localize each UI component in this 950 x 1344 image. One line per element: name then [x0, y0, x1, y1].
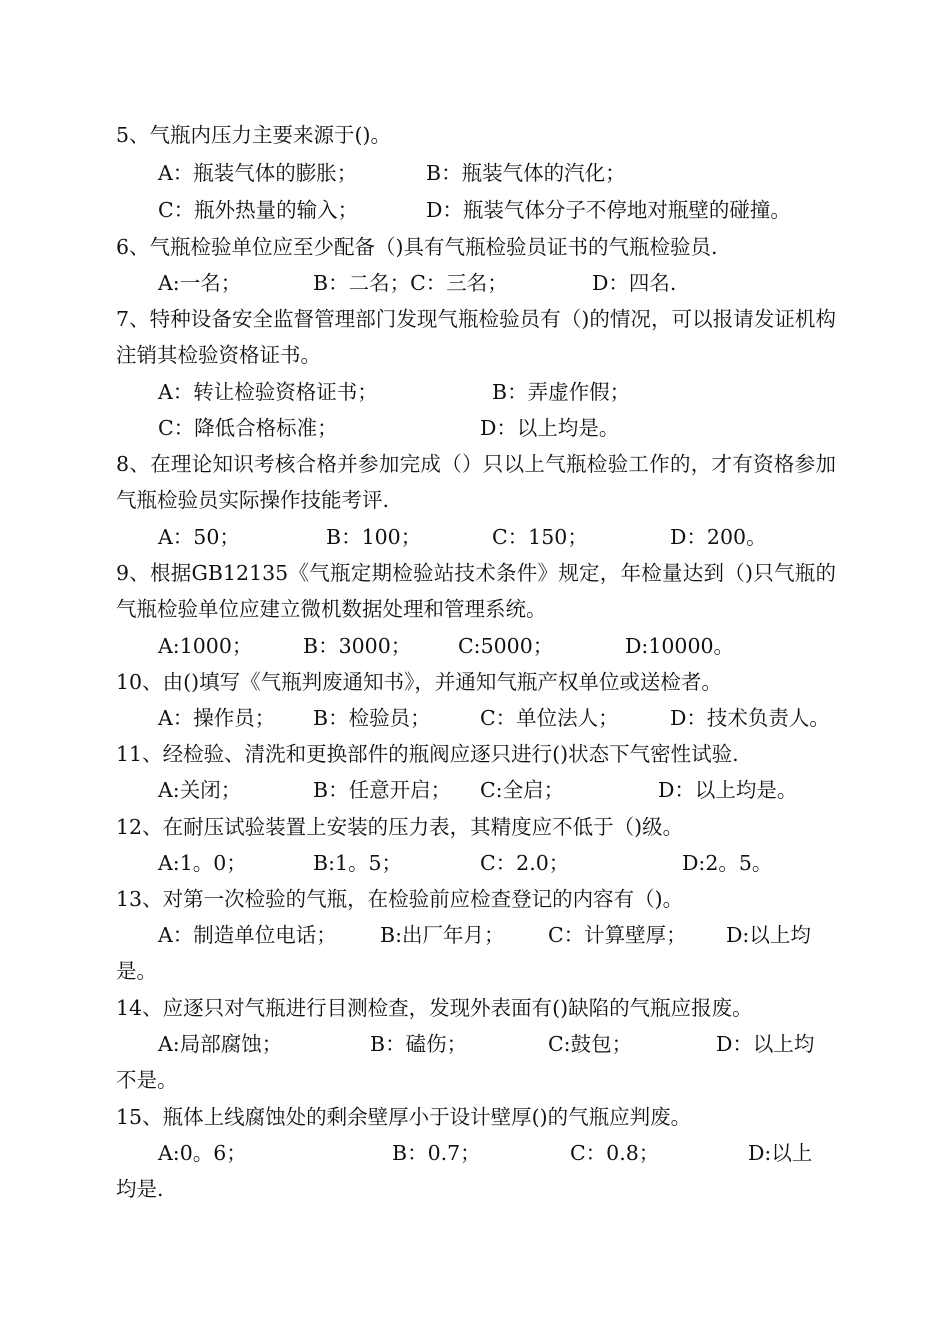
option-a: A:1。0； [158, 851, 247, 875]
question-13 [116, 881, 836, 917]
option-d: D：以上均是。 [480, 416, 620, 440]
question-5 [116, 117, 836, 153]
option-a: A：瓶装气体的膨胀； [158, 161, 358, 185]
option-a: A:关闭； [158, 778, 242, 802]
option-b: B：弄虚作假； [492, 380, 631, 404]
question-stem: 11、经检验、清洗和更换部件的瓶阀应逐只进行()状态下气密性试验. [116, 742, 739, 766]
option-c: C：单位法人； [480, 706, 619, 730]
option-d: D：以上均 [716, 1032, 815, 1056]
option-a: A：制造单位电话； [158, 923, 337, 947]
option-c: C：瓶外热量的输入； [158, 198, 359, 222]
question-15 [116, 1099, 836, 1135]
question-8 [116, 446, 836, 518]
question-11 [116, 736, 836, 772]
options-row [158, 1135, 848, 1171]
options-row [158, 155, 848, 191]
options-row [158, 374, 848, 410]
option-d: D：四名. [592, 271, 677, 295]
option-d: D:10000。 [625, 634, 735, 658]
options-row [158, 772, 848, 808]
option-c: C：0.8； [570, 1141, 660, 1165]
question-stem: 15、瓶体上线腐蚀处的剩余壁厚小于设计壁厚()的气瓶应判废。 [116, 1105, 692, 1129]
options-row [158, 519, 848, 555]
options-row [158, 845, 848, 881]
question-stem: 6、气瓶检验单位应至少配备（)具有气瓶检验员证书的气瓶检验员. [116, 235, 718, 259]
option-c: C:全启； [480, 778, 565, 802]
question-stem: 5、气瓶内压力主要来源于()。 [116, 123, 392, 147]
option-c: C：降低合格标准； [158, 416, 338, 440]
option-continuation: 是。 [116, 959, 157, 983]
options-row [158, 700, 848, 736]
option-continuation: 均是. [116, 1177, 164, 1201]
option-c: C：150； [492, 525, 588, 549]
question-stem: 12、在耐压试验装置上安装的压力表，其精度应不低于（)级。 [116, 815, 684, 839]
option-b: B：检验员； [313, 706, 431, 730]
option-continuation: 不是。 [116, 1068, 178, 1092]
option-c: C:5000； [458, 634, 554, 658]
option-d: D:以上均 [726, 923, 811, 947]
question-12 [116, 809, 836, 845]
option-c: C:鼓包； [548, 1032, 633, 1056]
question-stem: 7、特种设备安全监督管理部门发现气瓶检验员有（)的情况，可以报请发证机构注销其检验资格证书。 [116, 307, 836, 367]
option-b: B：3000； [303, 634, 412, 658]
options-row [158, 628, 848, 664]
option-bc: B：二名；C：三名； [313, 271, 508, 295]
question-7 [116, 301, 836, 373]
question-14 [116, 990, 836, 1026]
question-6 [116, 229, 836, 265]
option-b: B：磕伤； [370, 1032, 468, 1056]
question-stem: 10、由()填写《气瓶判废通知书》，并通知气瓶产权单位或送检者。 [116, 670, 722, 694]
option-d: D:2。5。 [682, 851, 773, 875]
question-stem: 14、应逐只对气瓶进行目测检查，发现外表面有()缺陷的气瓶应报废。 [116, 996, 753, 1020]
option-b: B：任意开启； [313, 778, 452, 802]
option-a: A：操作员； [158, 706, 276, 730]
option-a: A:1000； [158, 634, 253, 658]
option-a: A：50； [158, 525, 240, 549]
option-b: B：瓶装气体的汽化； [426, 161, 626, 185]
question-stem: 9、根据GB12135《气瓶定期检验站技术条件》规定，年检量达到（)只气瓶的气瓶检验单位应建立微机数据处理和管理系统。 [116, 561, 836, 621]
options-row [158, 917, 848, 953]
option-b: B:出厂年月； [380, 923, 505, 947]
option-a: A:0。6； [158, 1141, 247, 1165]
option-d: D：以上均是。 [658, 778, 798, 802]
option-d: D:以上 [748, 1141, 813, 1165]
option-b: B：0.7； [392, 1141, 481, 1165]
option-d: D：瓶装气体分子不停地对瓶壁的碰撞。 [426, 198, 791, 222]
options-row [158, 192, 848, 228]
options-row [158, 1026, 848, 1062]
question-9 [116, 555, 836, 627]
option-c: C：2.0； [480, 851, 570, 875]
option-c: C：计算壁厚； [548, 923, 687, 947]
option-a: A:一名； [158, 271, 242, 295]
question-10 [116, 664, 836, 700]
options-row [158, 265, 848, 301]
option-b: B:1。5； [313, 851, 403, 875]
option-a: A:局部腐蚀； [158, 1032, 283, 1056]
option-a: A：转让检验资格证书； [158, 380, 378, 404]
question-stem: 8、在理论知识考核合格并参加完成（）只以上气瓶检验工作的，才有资格参加气瓶检验员实际操作技能考评. [116, 452, 836, 512]
option-d: D：200。 [670, 525, 767, 549]
option-d: D：技术负责人。 [670, 706, 830, 730]
options-row [158, 410, 848, 446]
option-b: B：100； [326, 525, 422, 549]
question-stem: 13、对第一次检验的气瓶，在检验前应检查登记的内容有（)。 [116, 887, 684, 911]
